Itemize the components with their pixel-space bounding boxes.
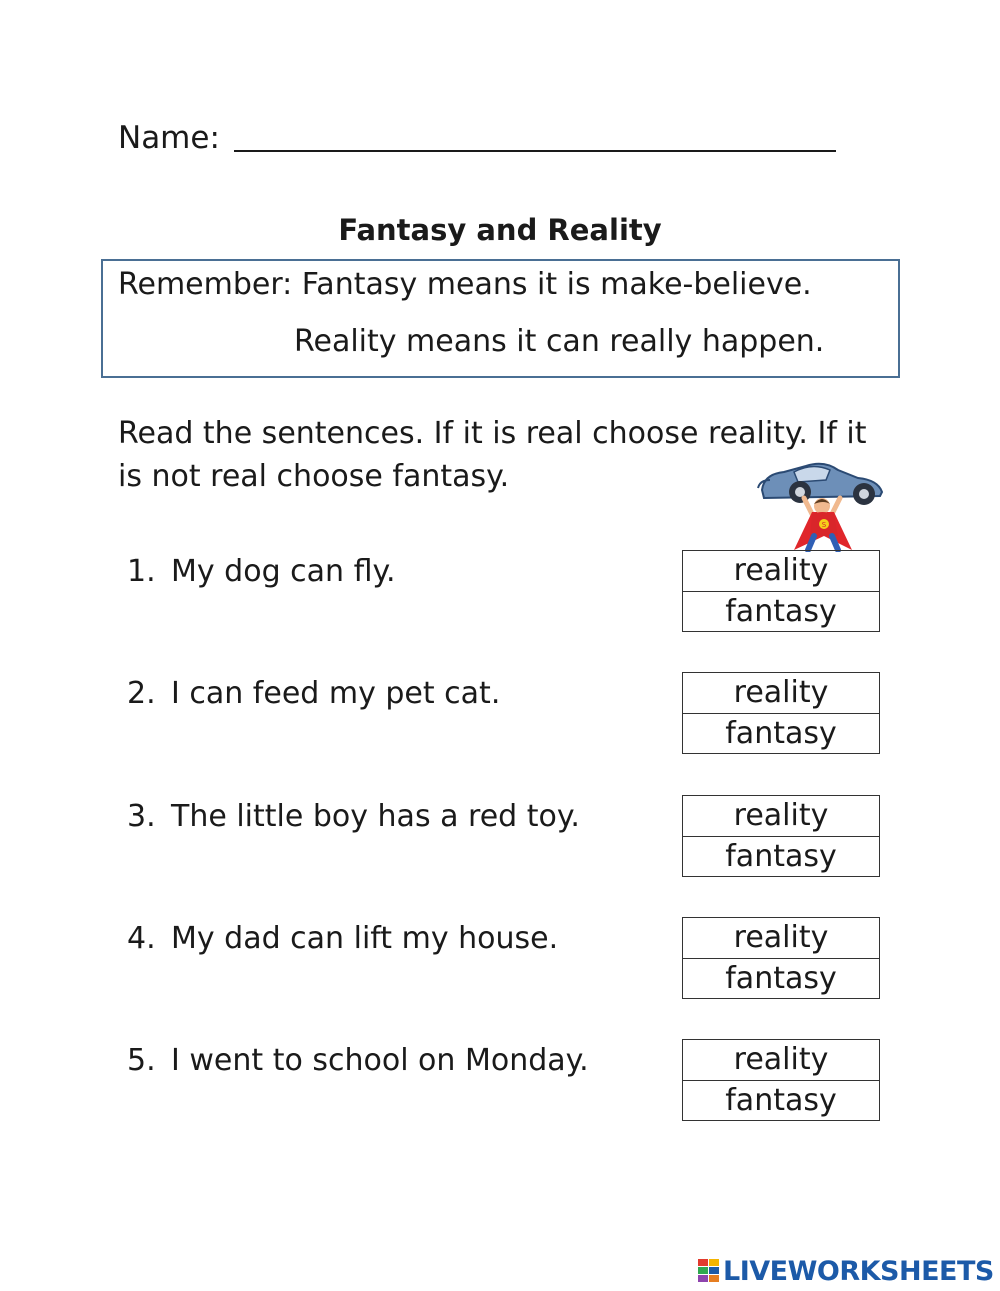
- option-reality[interactable]: reality: [683, 1040, 879, 1081]
- page-title: Fantasy and Reality: [338, 213, 662, 247]
- answer-dropdown-1[interactable]: [682, 550, 880, 632]
- name-label: Name:: [118, 120, 220, 156]
- option-reality[interactable]: reality: [683, 796, 879, 837]
- question-text: The little boy has a red toy.: [171, 799, 580, 834]
- answer-dropdown-5[interactable]: [682, 1039, 880, 1121]
- question-5: [127, 1041, 589, 1081]
- option-reality[interactable]: reality: [683, 918, 879, 959]
- option-fantasy[interactable]: fantasy: [725, 839, 837, 874]
- question-2: [127, 674, 500, 714]
- question-3: [127, 797, 580, 837]
- question-number: 3.: [127, 799, 156, 834]
- answer-dropdown-3[interactable]: [682, 795, 880, 877]
- question-1: [127, 552, 396, 592]
- liveworksheets-logo: [698, 1254, 994, 1288]
- remember-reality-definition: Reality means it can really happen.: [294, 324, 825, 359]
- superhero-lifting-car-icon: [754, 452, 886, 552]
- instructions: Read the sentences. If it is real choose reality. If it is not real choose fantasy.: [118, 416, 867, 494]
- option-fantasy[interactable]: fantasy: [725, 716, 837, 751]
- name-input-line[interactable]: [234, 150, 836, 152]
- remember-fantasy-definition: Remember: Fantasy means it is make-believe.: [118, 267, 812, 302]
- question-number: 4.: [127, 921, 156, 956]
- option-fantasy[interactable]: fantasy: [725, 1083, 837, 1118]
- question-number: 2.: [127, 676, 156, 711]
- option-reality[interactable]: reality: [683, 673, 879, 714]
- svg-text:S: S: [821, 521, 827, 529]
- question-text: My dad can lift my house.: [171, 921, 559, 956]
- logo-text: LIVEWORKSHEETS: [723, 1255, 994, 1287]
- question-text: I can feed my pet cat.: [171, 676, 501, 711]
- option-reality[interactable]: reality: [683, 551, 879, 592]
- option-fantasy[interactable]: fantasy: [725, 961, 837, 996]
- question-number: 1.: [127, 554, 156, 589]
- answer-dropdown-2[interactable]: [682, 672, 880, 754]
- answer-dropdown-4[interactable]: [682, 917, 880, 999]
- question-text: My dog can fly.: [171, 554, 396, 589]
- liveworksheets-logo-icon: [698, 1259, 720, 1283]
- question-number: 5.: [127, 1043, 156, 1078]
- question-4: [127, 919, 558, 959]
- question-text: I went to school on Monday.: [171, 1043, 589, 1078]
- option-fantasy[interactable]: fantasy: [725, 594, 837, 629]
